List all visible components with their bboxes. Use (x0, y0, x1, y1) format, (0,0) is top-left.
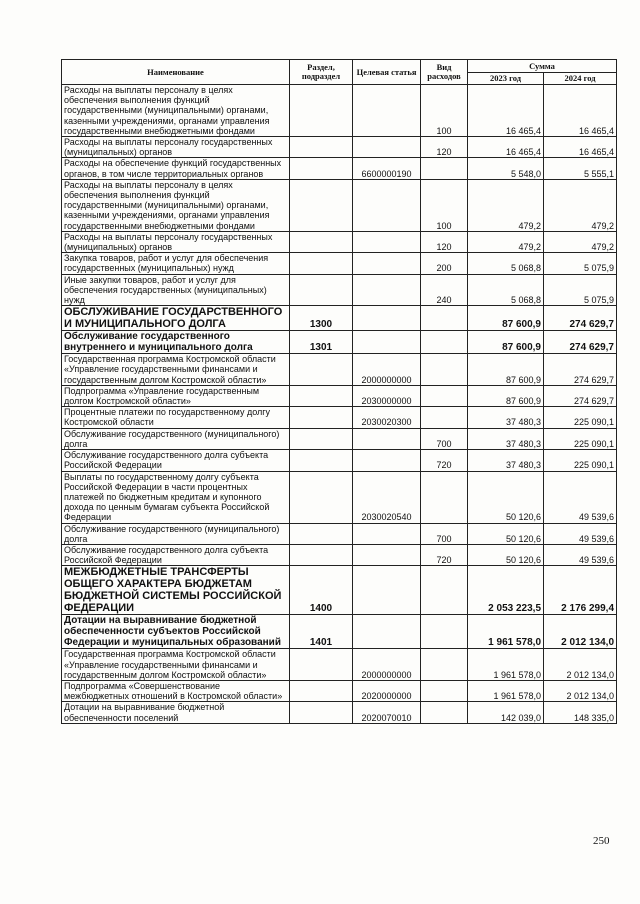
table-row (62, 544, 617, 565)
table-row (62, 354, 617, 386)
row-value-2023: 87 600,9 (468, 306, 544, 331)
row-type (421, 566, 468, 615)
row-name: Расходы на выплаты персоналу в целях обеспечения выполнения функций государственными (муниципальными) органами, казенными учреждениями, органами управления государственными внебюджетными фондами (62, 85, 290, 137)
table-row (62, 85, 617, 137)
row-value-2024: 225 090,1 (544, 450, 617, 471)
row-target: 2000000000 (353, 649, 421, 681)
row-section (290, 450, 353, 471)
row-target (353, 137, 421, 158)
header-year-2023: 2023 год (468, 73, 544, 85)
row-name: Процентные платежи по государственному долгу Костромской области (62, 407, 290, 428)
row-target (353, 523, 421, 544)
row-section: 1401 (290, 615, 353, 649)
row-name: Обслуживание государственного (муниципального) долга (62, 428, 290, 449)
row-value-2024: 274 629,7 (544, 385, 617, 406)
row-target: 2030020300 (353, 407, 421, 428)
row-value-2024: 5 555,1 (544, 158, 617, 179)
row-section (290, 385, 353, 406)
row-value-2024: 274 629,7 (544, 354, 617, 386)
row-value-2023: 37 480,3 (468, 450, 544, 471)
table-row (62, 253, 617, 274)
row-section (290, 428, 353, 449)
row-target (353, 274, 421, 306)
row-value-2024: 274 629,7 (544, 331, 617, 354)
row-target (353, 179, 421, 231)
row-value-2023: 87 600,9 (468, 331, 544, 354)
row-value-2024: 5 075,9 (544, 274, 617, 306)
header-target: Целевая статья (353, 60, 421, 85)
header-name: Наименование (62, 60, 290, 85)
row-section (290, 544, 353, 565)
row-value-2023: 1 961 578,0 (468, 680, 544, 701)
row-value-2023: 142 039,0 (468, 702, 544, 723)
row-type: 720 (421, 544, 468, 565)
row-section: 1301 (290, 331, 353, 354)
budget-table (61, 59, 617, 724)
row-value-2024: 49 539,6 (544, 471, 617, 523)
table-row (62, 306, 617, 331)
row-target (353, 615, 421, 649)
row-value-2024: 148 335,0 (544, 702, 617, 723)
row-name: Государственная программа Костромской области «Управление государственными финансами и государственным долгом Костромской области» (62, 354, 290, 386)
row-name: Обслуживание государственного внутреннего и муниципального долга (62, 331, 290, 354)
table-row (62, 428, 617, 449)
row-value-2023: 16 465,4 (468, 137, 544, 158)
row-name: Подпрограмма «Совершенствование межбюджетных отношений в Костромской области» (62, 680, 290, 701)
row-value-2023: 87 600,9 (468, 385, 544, 406)
row-name: Обслуживание государственного (муниципального) долга (62, 523, 290, 544)
row-value-2024: 16 465,4 (544, 137, 617, 158)
row-section (290, 137, 353, 158)
row-type (421, 471, 468, 523)
row-section (290, 253, 353, 274)
row-section (290, 702, 353, 723)
row-section (290, 680, 353, 701)
row-name: Расходы на выплаты персоналу государственных (муниципальных) органов (62, 137, 290, 158)
row-value-2023: 16 465,4 (468, 85, 544, 137)
row-name: Закупка товаров, работ и услуг для обеспечения государственных (муниципальных) нужд (62, 253, 290, 274)
row-section (290, 231, 353, 252)
row-section: 1400 (290, 566, 353, 615)
row-name: Расходы на выплаты персоналу государственных (муниципальных) органов (62, 231, 290, 252)
row-target: 2020000000 (353, 680, 421, 701)
row-name: Выплаты по государственному долгу субъекта Российской Федерации в части процентных платежей по бюджетным кредитам и купонного дохода по ценным бумагам субъекта Российской Федерации (62, 471, 290, 523)
table-row (62, 331, 617, 354)
table-row (62, 158, 617, 179)
row-name: Дотации на выравнивание бюджетной обеспеченности поселений (62, 702, 290, 723)
table-row (62, 137, 617, 158)
row-value-2023: 37 480,3 (468, 407, 544, 428)
row-name: Обслуживание государственного долга субъекта Российской Федерации (62, 450, 290, 471)
row-name: Обслуживание государственного долга субъекта Российской Федерации (62, 544, 290, 565)
row-type (421, 407, 468, 428)
row-section (290, 407, 353, 428)
row-type: 240 (421, 274, 468, 306)
row-value-2023: 37 480,3 (468, 428, 544, 449)
table-header-row (62, 60, 617, 73)
row-value-2024: 479,2 (544, 231, 617, 252)
table-row (62, 471, 617, 523)
row-value-2023: 479,2 (468, 231, 544, 252)
row-name: МЕЖБЮДЖЕТНЫЕ ТРАНСФЕРТЫ ОБЩЕГО ХАРАКТЕРА БЮДЖЕТАМ БЮДЖЕТНОЙ СИСТЕМЫ РОССИЙСКОЙ ФЕДЕРАЦИИ (62, 566, 290, 615)
row-value-2023: 479,2 (468, 179, 544, 231)
row-value-2023: 50 120,6 (468, 471, 544, 523)
table-row (62, 702, 617, 723)
row-value-2023: 1 961 578,0 (468, 649, 544, 681)
row-value-2023: 50 120,6 (468, 523, 544, 544)
row-section (290, 354, 353, 386)
row-target: 2020070010 (353, 702, 421, 723)
row-value-2023: 2 053 223,5 (468, 566, 544, 615)
row-target: 2030020540 (353, 471, 421, 523)
row-value-2024: 225 090,1 (544, 407, 617, 428)
row-value-2024: 225 090,1 (544, 428, 617, 449)
row-type (421, 331, 468, 354)
table-row (62, 649, 617, 681)
row-section (290, 471, 353, 523)
row-value-2023: 5 548,0 (468, 158, 544, 179)
row-name: Расходы на обеспечение функций государственных органов, в том числе территориальных органов (62, 158, 290, 179)
row-name: ОБСЛУЖИВАНИЕ ГОСУДАРСТВЕННОГО И МУНИЦИПАЛЬНОГО ДОЛГА (62, 306, 290, 331)
row-type: 100 (421, 85, 468, 137)
row-value-2024: 2 012 134,0 (544, 649, 617, 681)
row-target (353, 428, 421, 449)
row-target (353, 253, 421, 274)
row-target: 2030000000 (353, 385, 421, 406)
row-value-2024: 2 012 134,0 (544, 615, 617, 649)
table-row (62, 615, 617, 649)
row-name: Подпрограмма «Управление государственным долгом Костромской области» (62, 385, 290, 406)
row-type: 120 (421, 137, 468, 158)
row-section (290, 523, 353, 544)
row-section (290, 85, 353, 137)
row-value-2023: 50 120,6 (468, 544, 544, 565)
row-value-2024: 2 176 299,4 (544, 566, 617, 615)
table-row (62, 231, 617, 252)
header-section: Раздел, подраздел (290, 60, 353, 85)
row-value-2024: 49 539,6 (544, 544, 617, 565)
row-value-2023: 5 068,8 (468, 274, 544, 306)
table-row (62, 385, 617, 406)
table-row (62, 450, 617, 471)
row-value-2023: 1 961 578,0 (468, 615, 544, 649)
row-value-2024: 2 012 134,0 (544, 680, 617, 701)
page-number: 250 (593, 835, 610, 847)
table-row (62, 407, 617, 428)
table-body (62, 85, 617, 724)
table-row (62, 523, 617, 544)
header-type: Вид расходов (421, 60, 468, 85)
row-type: 720 (421, 450, 468, 471)
table-row (62, 680, 617, 701)
row-type (421, 385, 468, 406)
row-type (421, 615, 468, 649)
row-type: 700 (421, 428, 468, 449)
row-target (353, 231, 421, 252)
table-row (62, 566, 617, 615)
row-target (353, 544, 421, 565)
row-type (421, 702, 468, 723)
row-section (290, 179, 353, 231)
row-section (290, 649, 353, 681)
row-target (353, 331, 421, 354)
row-target: 6600000190 (353, 158, 421, 179)
row-type: 700 (421, 523, 468, 544)
row-name: Расходы на выплаты персоналу в целях обеспечения выполнения функций государственными (муниципальными) органами, казенными учреждениями, органами управления государственными внебюджетными фондами (62, 179, 290, 231)
header-year-2024: 2024 год (544, 73, 617, 85)
table-row (62, 274, 617, 306)
row-target (353, 85, 421, 137)
row-type (421, 158, 468, 179)
row-value-2024: 479,2 (544, 179, 617, 231)
row-type (421, 680, 468, 701)
row-name: Иные закупки товаров, работ и услуг для обеспечения государственных (муниципальных) нужд (62, 274, 290, 306)
row-name: Дотации на выравнивание бюджетной обеспеченности субъектов Российской Федерации и муниципальных образований (62, 615, 290, 649)
row-target: 2000000000 (353, 354, 421, 386)
row-section (290, 274, 353, 306)
row-value-2024: 5 075,9 (544, 253, 617, 274)
row-target (353, 566, 421, 615)
row-value-2024: 16 465,4 (544, 85, 617, 137)
row-target (353, 306, 421, 331)
row-section (290, 158, 353, 179)
row-type (421, 649, 468, 681)
row-value-2024: 49 539,6 (544, 523, 617, 544)
row-section: 1300 (290, 306, 353, 331)
row-type (421, 354, 468, 386)
row-target (353, 450, 421, 471)
row-value-2023: 5 068,8 (468, 253, 544, 274)
row-type (421, 306, 468, 331)
row-type: 120 (421, 231, 468, 252)
row-type: 200 (421, 253, 468, 274)
header-sum: Сумма (468, 60, 617, 73)
row-type: 100 (421, 179, 468, 231)
row-value-2024: 274 629,7 (544, 306, 617, 331)
row-name: Государственная программа Костромской области «Управление государственными финансами и государственным долгом Костромской области» (62, 649, 290, 681)
table-row (62, 179, 617, 231)
row-value-2023: 87 600,9 (468, 354, 544, 386)
